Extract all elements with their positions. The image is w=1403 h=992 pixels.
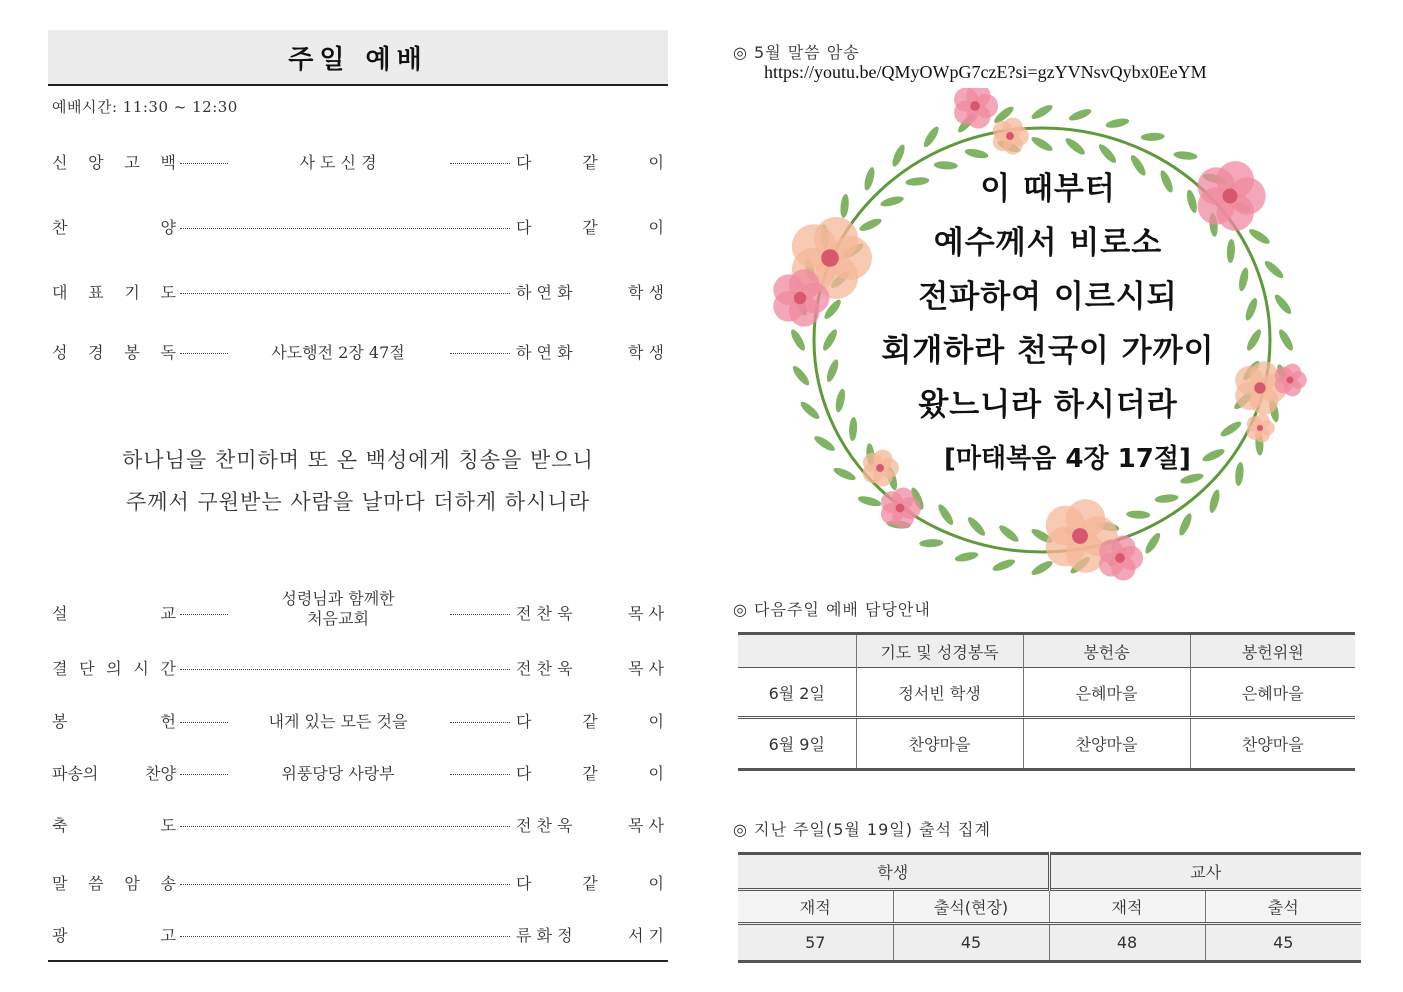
memory-verse-line: 왔느니라 하시더라 [918, 387, 1178, 423]
label-char: 찬 [52, 218, 68, 237]
table-header-cell: 교사 [1049, 854, 1361, 890]
table-header-cell: 봉헌위원 [1190, 634, 1355, 668]
order-row [48, 705, 668, 733]
label-char: 봉 [52, 712, 68, 731]
leaf-shape [1173, 150, 1198, 160]
leader-dots [180, 884, 510, 885]
leaf-shape [857, 494, 882, 508]
label-char: 시 [133, 659, 149, 678]
label-char: 송 [160, 874, 176, 893]
page-title: 주일 예배 [288, 44, 428, 75]
order-item-label [52, 761, 176, 784]
order-item-leader [516, 215, 664, 238]
order-item-content: 사도행전 2장 47절 [271, 343, 405, 362]
table-header-cell: 출석(현장) [893, 890, 1049, 924]
label-char: 도 [160, 816, 176, 835]
memory-verse-line: 회개하라 천국이 가까이 [881, 333, 1215, 369]
label-char: 교 [160, 604, 176, 623]
leader-part: 다 [516, 712, 532, 731]
leader-part: 다 [516, 218, 532, 237]
label-char: 백 [160, 153, 176, 172]
memory-verse-line: 예수께서 비로소 [933, 225, 1163, 261]
order-row [48, 809, 668, 837]
leader-part: 이 [648, 712, 664, 731]
service-time: 예배시간: 11:30 ~ 12:30 [52, 98, 238, 116]
verse-line-1: 하나님을 찬미하며 또 온 백성에게 칭송을 받으니 [122, 448, 594, 472]
leader-dots [450, 353, 510, 354]
order-item-label [52, 813, 176, 836]
order-item-leader [516, 601, 664, 624]
order-item-content: 성령님과 함께한 처음교회 [281, 589, 395, 628]
leader-part: 같 [582, 218, 598, 237]
label-char: 앙 [88, 153, 104, 172]
label-char: 암 [124, 874, 140, 893]
label-char: 성 [52, 343, 68, 362]
leaf-shape [1126, 510, 1150, 519]
leaf-shape [812, 434, 836, 454]
leader-part: 서 기 [628, 926, 664, 945]
worship-order-page [48, 30, 668, 945]
leader-dots [180, 163, 228, 164]
label-char: 간 [160, 659, 176, 678]
attendance-heading: ◎ 지난 주일(5월 19일) 출석 집계 [733, 820, 991, 839]
label-char: 말 [52, 874, 68, 893]
leader-part: 류 화 정 [516, 926, 573, 945]
memory-verse-text [760, 162, 1336, 432]
leaf-shape [1030, 103, 1055, 122]
order-row [48, 589, 668, 628]
leaf-shape [1030, 559, 1055, 578]
attendance-table [738, 852, 1361, 963]
order-row [48, 276, 668, 304]
table-subheader-row [738, 890, 1361, 924]
leader-part: 이 [648, 764, 664, 783]
leader-part: 하 연 화 [516, 283, 573, 302]
leader-dots [180, 722, 228, 723]
leaf-shape [921, 125, 941, 149]
order-item-leader [516, 150, 664, 173]
leader-dots [180, 293, 510, 294]
leader-part: 학 생 [628, 343, 664, 362]
leader-part: 이 [648, 153, 664, 172]
order-item-leader [516, 813, 664, 836]
table-cell: 찬양마을 [856, 718, 1023, 770]
order-row [48, 652, 668, 680]
table-header-row [738, 634, 1355, 668]
leaf-shape [1201, 447, 1226, 464]
leader-part: 전 찬 욱 [516, 659, 573, 678]
label-char: 고 [160, 926, 176, 945]
label-char: 파송의 [52, 764, 99, 783]
leader-dots [450, 614, 510, 615]
table-row [738, 718, 1355, 770]
order-item-content: 사 도 신 경 [299, 153, 377, 172]
table-header-cell: 봉헌송 [1023, 634, 1190, 668]
leader-dots [450, 774, 510, 775]
leaf-shape [1208, 489, 1222, 514]
table-cell: 6월 9일 [768, 735, 825, 754]
order-row [48, 757, 668, 785]
leaf-shape [997, 523, 1021, 544]
leaf-shape [1068, 107, 1093, 123]
label-char: 찬양 [145, 764, 176, 783]
flower-icon [954, 88, 998, 129]
leaf-shape [832, 465, 857, 482]
order-item-content: 위풍당당 사랑부 [281, 764, 395, 783]
leader-part: 전 찬 욱 [516, 604, 573, 623]
leader-part: 다 [516, 153, 532, 172]
order-item-label [52, 923, 176, 946]
memory-verse-link[interactable]: https://youtu.be/QMyOWpG7czE?si=gzYVNsvQybx0EeYM [764, 62, 1207, 82]
memory-verse-line: 이 때부터 [980, 171, 1116, 207]
leaf-shape [1234, 462, 1244, 487]
table-header-cell: 학생 [877, 863, 909, 882]
order-row [48, 919, 668, 947]
label-char: 헌 [160, 712, 176, 731]
leader-part: 이 [648, 874, 664, 893]
leader-part: 같 [582, 764, 598, 783]
order-item-content: 내게 있는 모든 것을 [268, 712, 408, 731]
leaf-shape [1143, 531, 1163, 555]
table-row [738, 668, 1355, 718]
leader-part: 다 [516, 764, 532, 783]
table-header-row [738, 854, 1361, 890]
table-cell: 6월 2일 [768, 683, 825, 703]
flower-icon [993, 118, 1029, 155]
leaf-shape [1154, 493, 1179, 503]
leaf-shape [1177, 512, 1194, 537]
order-item-label [52, 871, 176, 894]
leader-dots [180, 353, 228, 354]
flower-icon [1099, 535, 1143, 580]
order-item-leader [516, 656, 664, 679]
order-item-label [52, 280, 176, 303]
label-char: 축 [52, 816, 68, 835]
leaf-shape [1141, 132, 1165, 141]
order-item-leader [516, 340, 664, 363]
leaf-shape [965, 515, 987, 538]
order-item-label [52, 340, 176, 363]
order-item-leader [516, 923, 664, 946]
label-char: 독 [160, 343, 176, 362]
order-row [48, 211, 668, 239]
leader-part: 같 [582, 712, 598, 731]
memory-verse-line: 전파하여 이르시되 [918, 279, 1178, 315]
order-item-label [52, 709, 176, 732]
leader-part: 목 사 [628, 659, 664, 678]
leader-part: 학 생 [628, 283, 664, 302]
order-row [48, 336, 668, 364]
order-item-leader [516, 871, 664, 894]
leaf-shape [954, 550, 979, 563]
leader-dots [450, 722, 510, 723]
order-item-leader [516, 280, 664, 303]
leader-part: 이 [648, 218, 664, 237]
label-char: 양 [160, 218, 176, 237]
table-cell: 찬양마을 [1190, 718, 1355, 770]
label-char: 표 [88, 283, 104, 302]
order-item-label [52, 601, 176, 624]
label-char: 기 [124, 283, 140, 302]
table-row [738, 924, 1361, 962]
table-header-cell: 재적 [1049, 890, 1205, 924]
verse-line-2: 주께서 구원받는 사람을 날마다 더하게 하시니라 [125, 490, 591, 514]
table-header-cell [738, 634, 856, 668]
leaf-shape [936, 502, 956, 526]
label-char: 대 [52, 283, 68, 302]
order-row [48, 146, 668, 174]
label-char: 단 [79, 659, 95, 678]
label-char: 도 [160, 283, 176, 302]
leader-part: 목 사 [628, 604, 664, 623]
leaf-shape [1105, 117, 1130, 130]
order-item-label [52, 656, 176, 679]
leader-dots [180, 826, 510, 827]
memory-verse-reference: [마태복음 4장 17절] [944, 444, 1191, 474]
label-char: 광 [52, 926, 68, 945]
leader-dots [180, 228, 510, 229]
label-char: 신 [52, 153, 68, 172]
table-cell: 은혜마을 [1023, 668, 1190, 718]
leader-part: 목 사 [628, 816, 664, 835]
label-char: 의 [106, 659, 122, 678]
label-char: 경 [88, 343, 104, 362]
bottom-rule [48, 960, 668, 962]
leaf-shape [1063, 136, 1087, 157]
order-item-label [52, 215, 176, 238]
table-cell: 정서빈 학생 [856, 668, 1023, 718]
label-char: 고 [124, 153, 140, 172]
next-week-table [738, 632, 1355, 771]
leader-dots [180, 774, 228, 775]
table-cell: 은혜마을 [1190, 668, 1355, 718]
leader-part: 같 [582, 874, 598, 893]
leaf-shape [919, 539, 943, 548]
leader-dots [450, 163, 510, 164]
leader-dots [180, 614, 228, 615]
leader-part: 다 [516, 874, 532, 893]
order-item-leader [516, 761, 664, 784]
label-char: 씀 [88, 874, 104, 893]
table-cell: 찬양마을 [1023, 718, 1190, 770]
table-header-cell: 출석 [1205, 890, 1361, 924]
order-row [48, 867, 668, 895]
label-char: 설 [52, 604, 68, 623]
order-item-leader [516, 709, 664, 732]
leader-part: 전 찬 욱 [516, 816, 573, 835]
leaf-shape [1030, 135, 1055, 154]
label-char: 봉 [124, 343, 140, 362]
table-cell: 45 [893, 924, 1049, 962]
table-cell: 57 [805, 933, 826, 952]
table-cell: 48 [1049, 924, 1205, 962]
table-header-cell: 기도 및 성경봉독 [856, 634, 1023, 668]
next-week-heading: ◎ 다음주일 예배 담당안내 [733, 600, 931, 619]
leader-part: 같 [582, 153, 598, 172]
memory-verse-heading: ◎ 5월 말씀 암송 [733, 43, 860, 62]
leader-dots [180, 936, 510, 937]
table-cell: 45 [1205, 924, 1361, 962]
table-header-cell: 재적 [799, 898, 831, 917]
leader-part: 하 연 화 [516, 343, 573, 362]
leaf-shape [964, 147, 989, 160]
order-item-label [52, 150, 176, 173]
leader-dots [180, 669, 510, 670]
leaf-shape [991, 557, 1016, 573]
label-char: 결 [52, 659, 68, 678]
page-title-box [48, 30, 668, 86]
